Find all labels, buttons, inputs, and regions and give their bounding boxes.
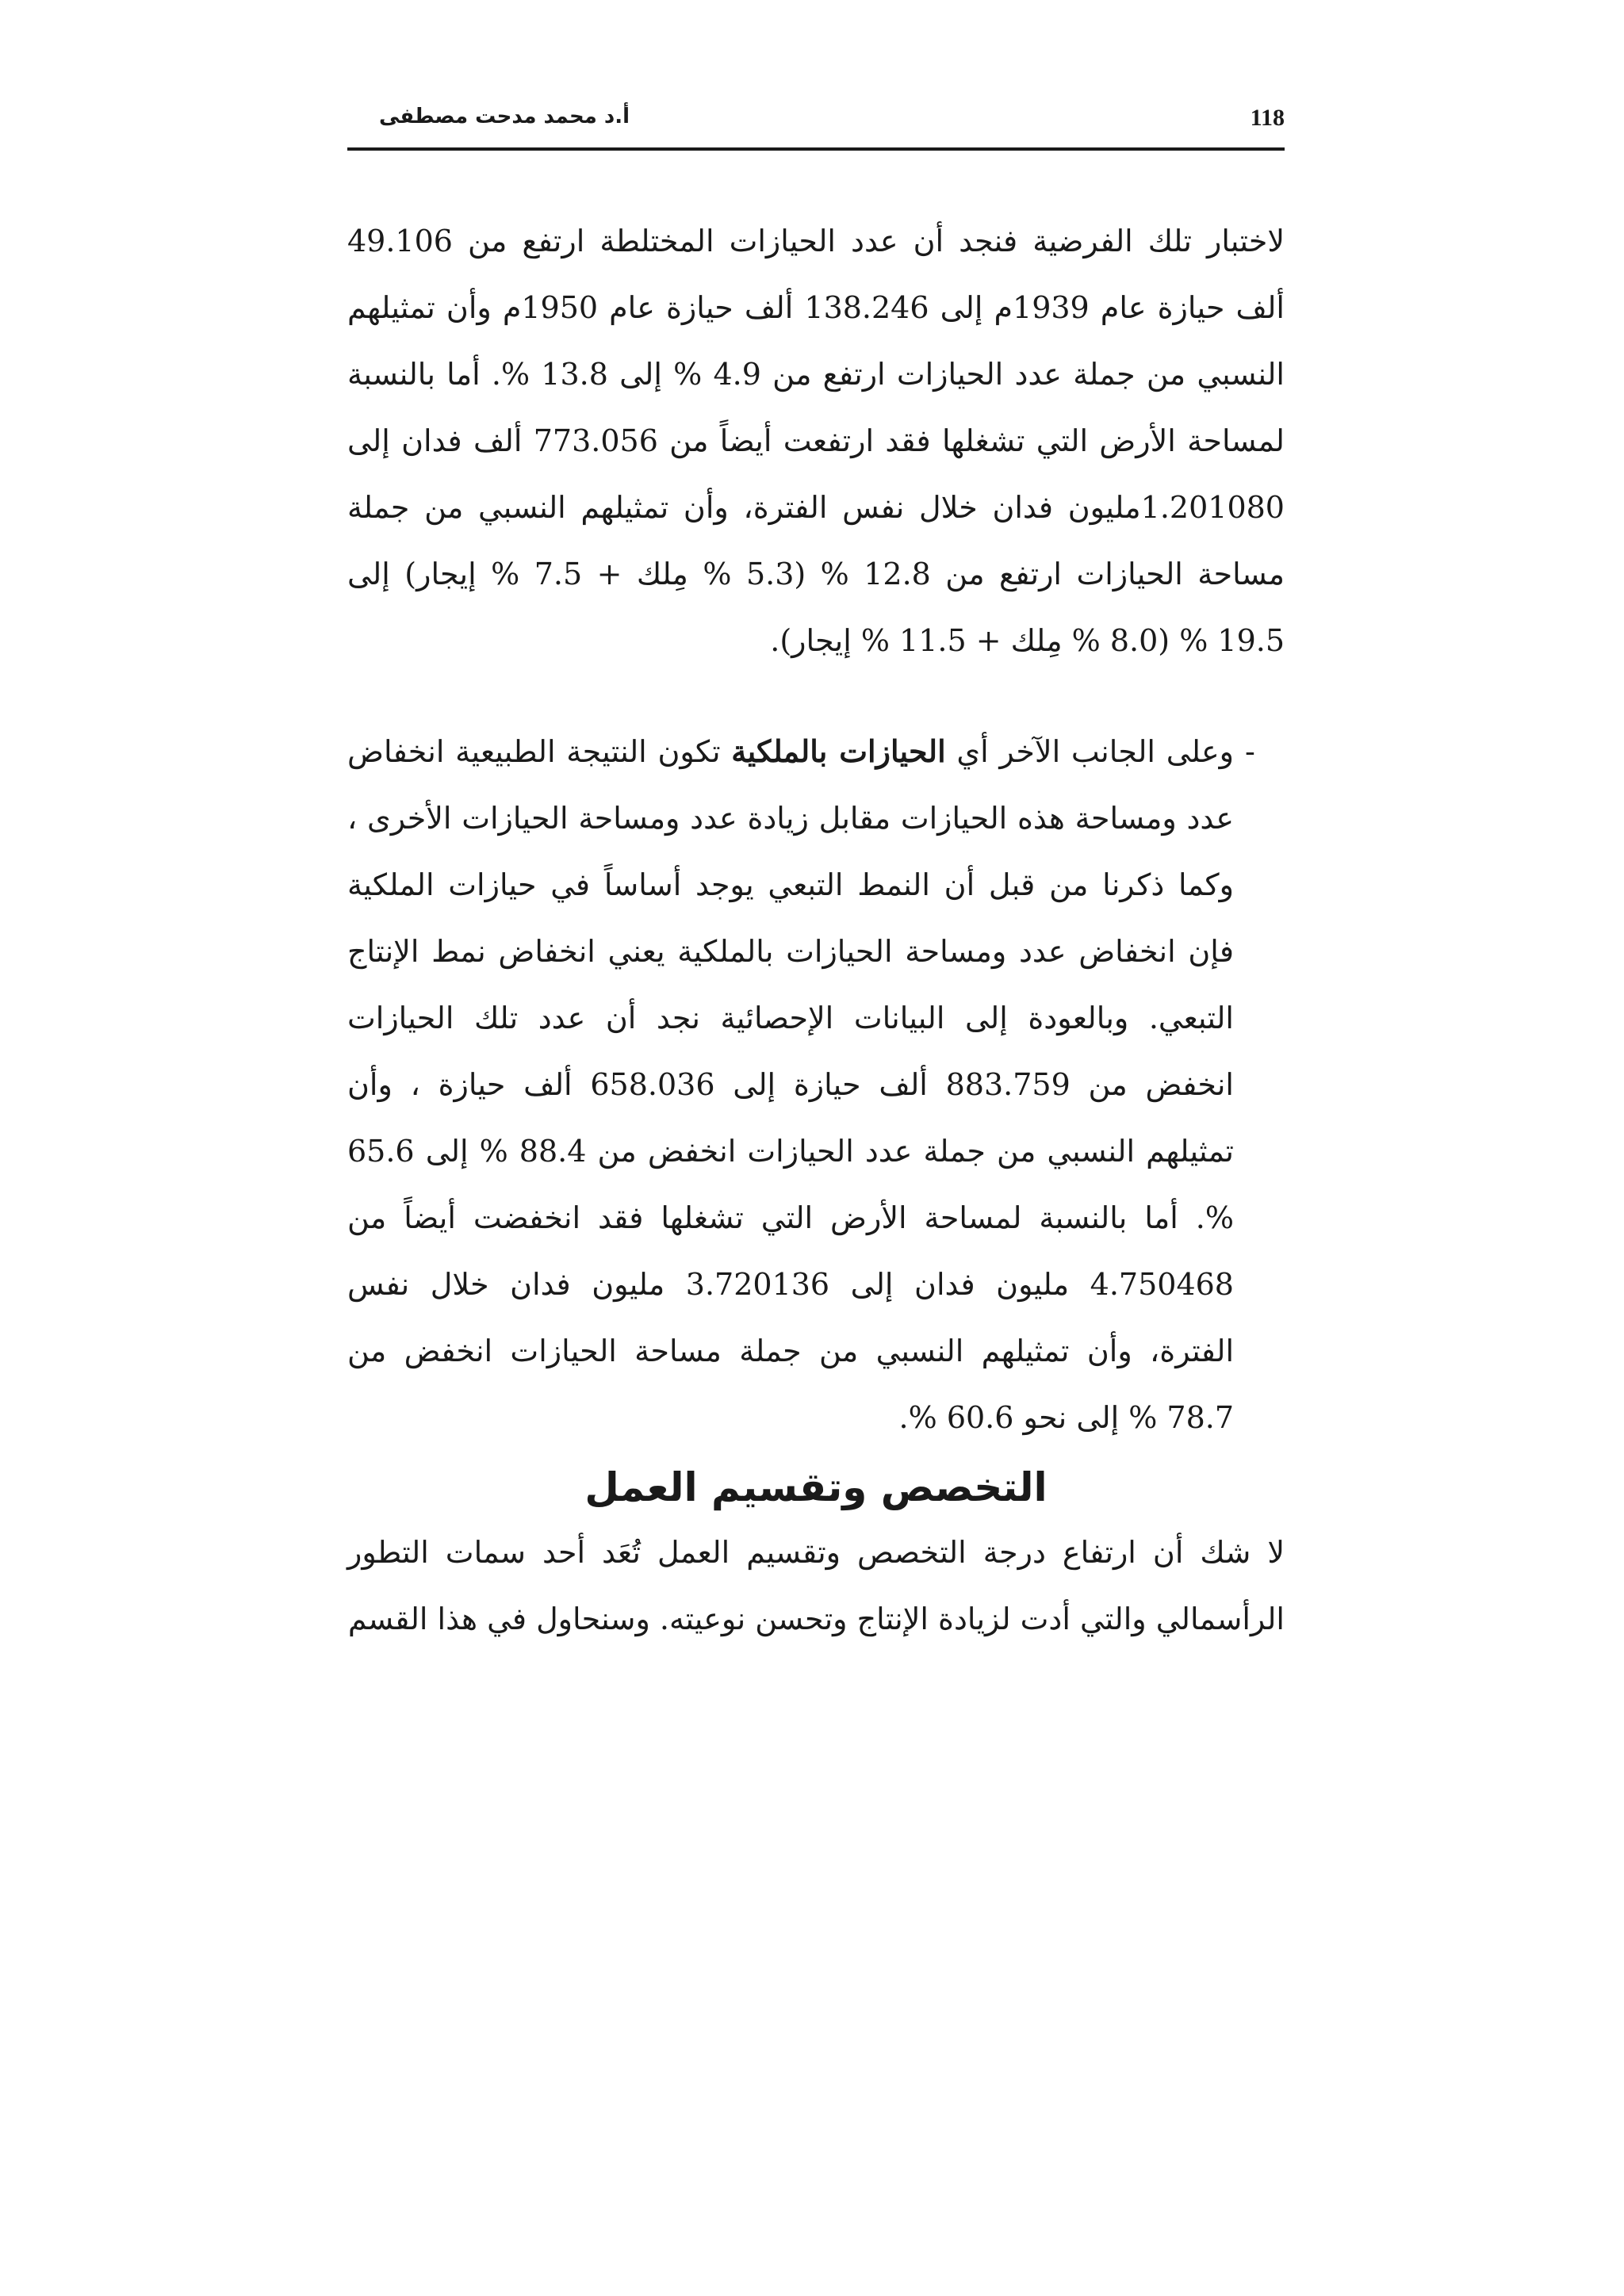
paragraph-ownership-holdings	[347, 718, 1234, 1451]
paragraph-rest: تكون النتيجة الطبيعية انخفاض عدد ومساحة هذه الحيازات مقابل زيادة عدد ومساحة الحيازات الأخرى ، وكما ذكرنا من قبل أن النمط التبعي يوجد أساساً في حيازات الملكية فإن انخفاض عدد ومساحة الحيازات بالملكية يعني انخفاض نمط الإنتاج التبعي. وبالعودة إلى البيانات الإحصائية نجد أن عدد تلك الحيازات انخفض من 883.759 ألف حيازة إلى 658.036 ألف حيازة ، وأن تمثيلهم النسبي من جملة عدد الحيازات انخفض من 88.4 % إلى 65.6 %. أما بالنسبة لمساحة الأرض التي تشغلها فقد انخفضت أيضاً من 4.750468 مليون فدان إلى 3.720136 مليون فدان خلال نفس الفترة، وأن تمثيلهم النسبي من جملة مساحة الحيازات انخفض من 78.7 % إلى نحو 60.6 %.	[347, 734, 1234, 1435]
paragraph-specialization: لا شك أن ارتفاع درجة التخصص وتقسيم العمل تُعَد أحد سمات التطور الرأسمالي والتي أدت لزيادة الإنتاج وتحسن نوعيته. وسنحاول في هذا القسم	[347, 1535, 1285, 1636]
list-bullet: -	[1245, 734, 1255, 769]
bold-term: الحيازات بالملكية	[731, 733, 946, 769]
running-header	[347, 101, 1285, 143]
header-rule	[347, 147, 1285, 151]
page-number: 118	[1250, 105, 1285, 131]
author-name: أ.د محمد مدحت مصطفى	[379, 105, 630, 128]
paragraph-mixed-holdings: لاختبار تلك الفرضية فنجد أن عدد الحيازات المختلطة ارتفع من 49.106 ألف حيازة عام 1939م إلى 138.246 ألف حيازة عام 1950م وأن تمثيلهم النسبي من جملة عدد الحيازات ارتفع من 4.9 % إلى 13.8 %. أما بالنسبة لمساحة الأرض التي تشغلها فقد ارتفعت أيضاً من 773.056 ألف فدان إلى 1.201080مليون فدان خلال نفس الفترة، وأن تمثيلهم النسبي من جملة مساحة الحيازات ارتفع من 12.8 % (5.3 % مِلك + 7.5 % إيجار) إلى 19.5 % (8.0 % مِلك + 11.5 % إيجار).	[347, 224, 1285, 658]
paragraph-lead: وعلى الجانب الآخر أي	[956, 734, 1234, 769]
section-heading: التخصص وتقسيم العمل	[584, 1464, 1048, 1510]
